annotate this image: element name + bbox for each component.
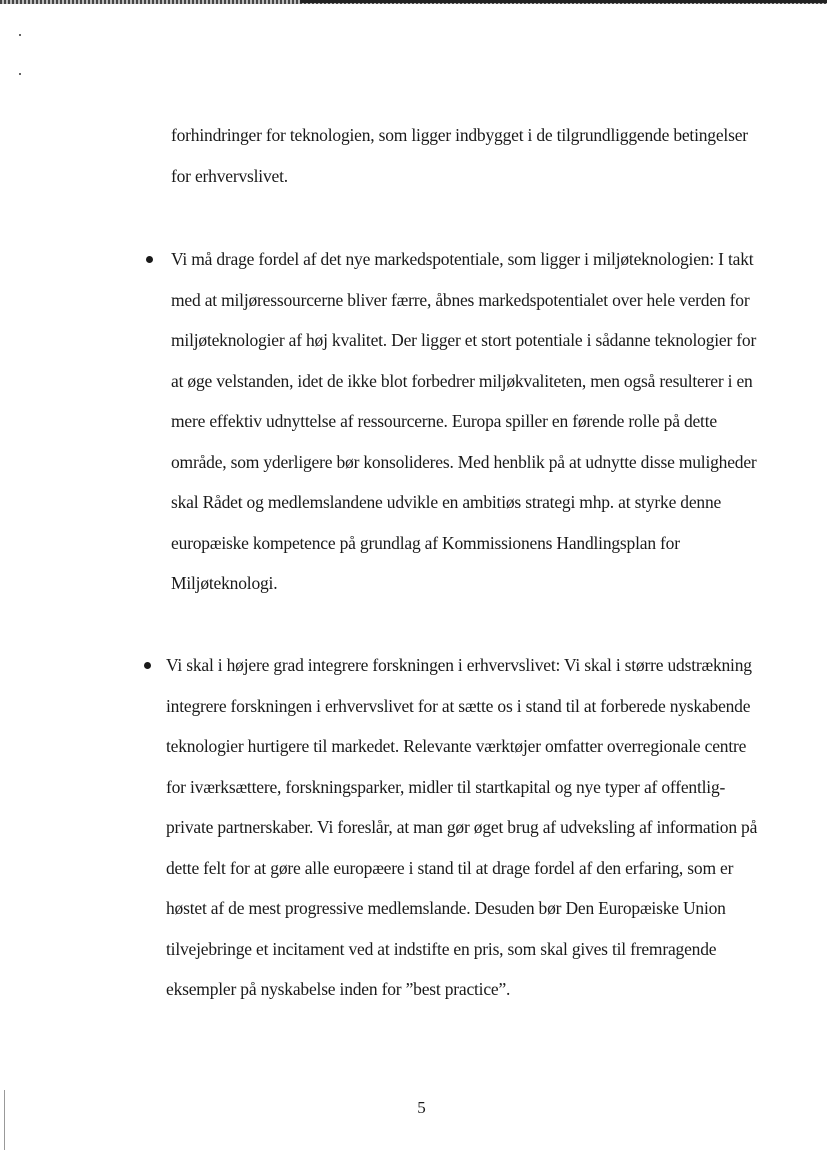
bullet-1-marker [146,256,153,263]
page-number: 5 [417,1098,426,1117]
scan-top-rule-dark [300,0,827,3]
bullet-1-text: Vi må drage fordel af det nye markedspotentiale, som ligger i miljøteknologien: I takt med at miljøressourcerne bliver færre, åbnes markedspotentialet over hele verden for miljøteknologier af høj kvalitet. Der ligger et stort potentiale i sådanne teknologier for at øge velstanden, idet de ikke blot forbedrer miljøkvaliteten, men også resulterer i en mere effektiv udnyttelse af ressourcerne. Europa spiller en førende rolle på dette område, som yderligere bør konsolideres. Med henblik på at udnytte disse muligheder skal Rådet og medlemslandene udvikle en ambitiøs strategi mhp. at styrke denne europæiske kompetence på grundlag af Kommissionens Handlingsplan for Miljøteknologi. [171,249,757,593]
scan-speck [19,34,21,36]
bullet-2-text: Vi skal i højere grad integrere forskningen i erhvervslivet: Vi skal i større udstrækning integrere forskningen i erhvervslivet for at sætte os i stand til at forberede nyskabende teknologier hurtigere til markedet. Relevante værktøjer omfatter overregionale centre for iværksættere, forskningsparker, midler til startkapital og nye typer af offentlig-private partnerskaber. Vi foreslår, at man gør øget brug af udveksling af information på dette felt for at gøre alle europæere i stand til at drage fordel af den erfaring, som er høstet af de mest progressive medlemslande. Desuden bør Den Europæiske Union tilvejebringe et incitament ved at indstifte en pris, som skal gives til fremragende eksempler på nyskabelse inden for ”best practice”. [166,655,758,999]
bullet-2-marker [144,662,151,669]
scan-speck [19,73,21,75]
intro-paragraph: forhindringer for teknologien, som ligger indbygget i de tilgrundliggende betingelser for erhvervslivet. [171,125,748,186]
